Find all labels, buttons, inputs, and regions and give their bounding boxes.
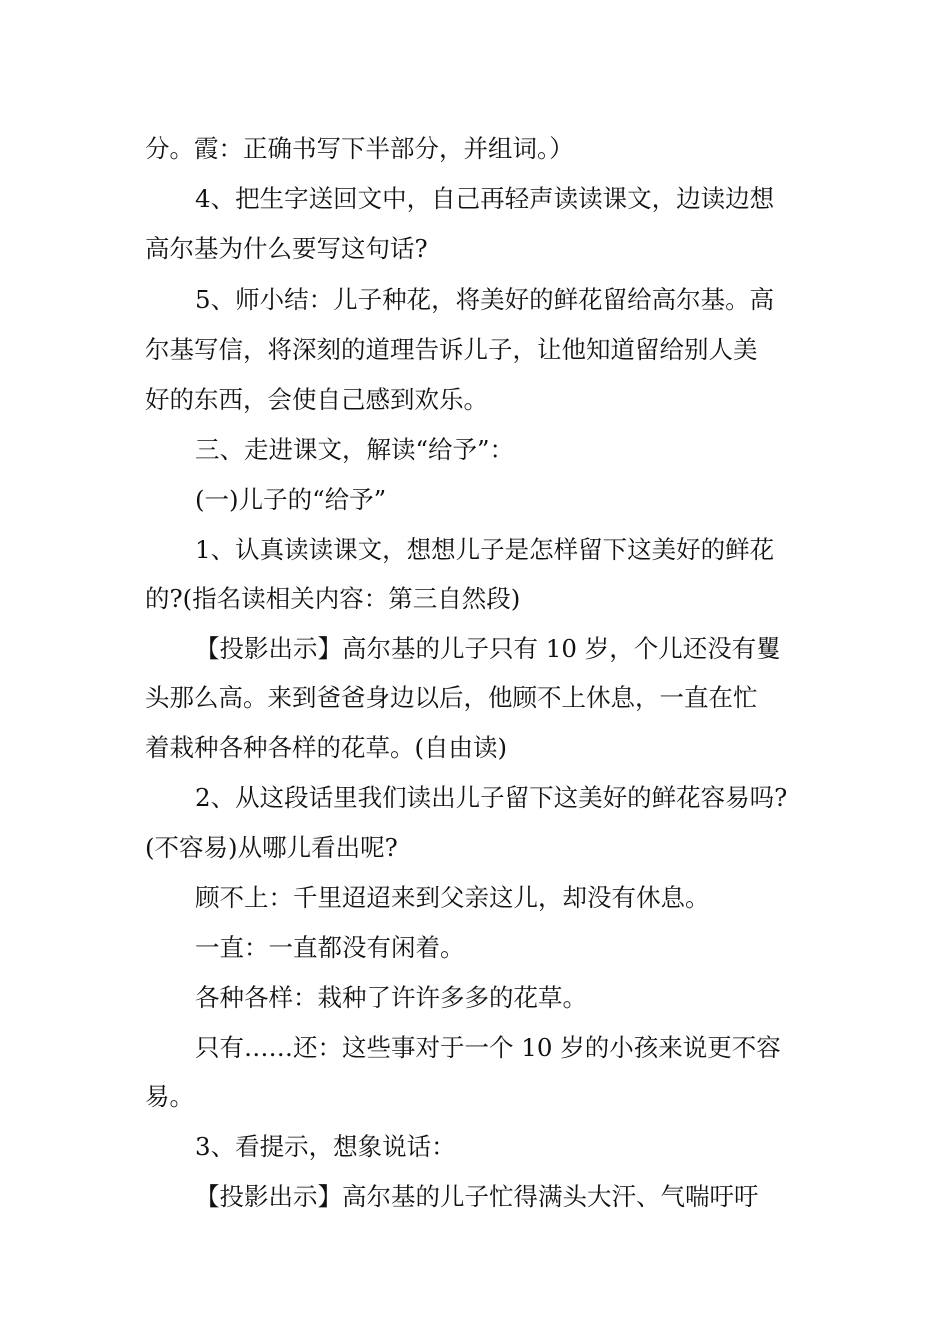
text-line: 尔基写信，将深刻的道理告诉儿子，让他知道留给别人美 — [145, 335, 758, 364]
text-line: 各种各样：栽种了许许多多的花草。 — [195, 983, 587, 1012]
text-line: 高尔基为什么要写这句话? — [145, 234, 428, 263]
text-line: 【投影出示】高尔基的儿子忙得满头大汗、气喘吁吁 — [195, 1182, 759, 1211]
text-line: 【投影出示】高尔基的儿子只有 10 岁，个儿还没有矍 — [195, 634, 781, 663]
text-line: 分。霞：正确书写下半部分，并组词。） — [145, 134, 574, 163]
text-line: 的?(指名读相关内容：第三自然段) — [145, 584, 521, 613]
text-line: 2、从这段话里我们读出儿子留下这美好的鲜花容易吗? — [195, 783, 788, 812]
text-line: 5、师小结：儿子种花，将美好的鲜花留给高尔基。高 — [195, 285, 775, 314]
text-line: 4、把生字送回文中，自己再轻声读读课文，边读边想 — [195, 184, 775, 213]
text-line: 顾不上：千里迢迢来到父亲这儿，却没有休息。 — [195, 883, 710, 912]
text-line: 只有……还：这些事对于一个 10 岁的小孩来说更不容 — [195, 1033, 781, 1062]
text-line: 头那么高。来到爸爸身边以后，他顾不上休息，一直在忙 — [145, 683, 758, 712]
section-heading: 三、走进课文，解读“给予”： — [195, 435, 515, 464]
text-line: 1、认真读读课文，想想儿子是怎样留下这美好的鲜花 — [195, 535, 775, 564]
subsection-heading: (一)儿子的“给予” — [195, 485, 387, 514]
text-line: 一直：一直都没有闲着。 — [195, 933, 465, 962]
text-line: 好的东西，会使自己感到欢乐。 — [145, 385, 488, 414]
text-line: 3、看提示，想象说话： — [195, 1132, 456, 1161]
text-line: (不容易)从哪儿看出呢? — [145, 833, 398, 862]
text-line: 着栽种各种各样的花草。(自由读) — [145, 733, 508, 762]
text-line: 易。 — [145, 1082, 194, 1111]
